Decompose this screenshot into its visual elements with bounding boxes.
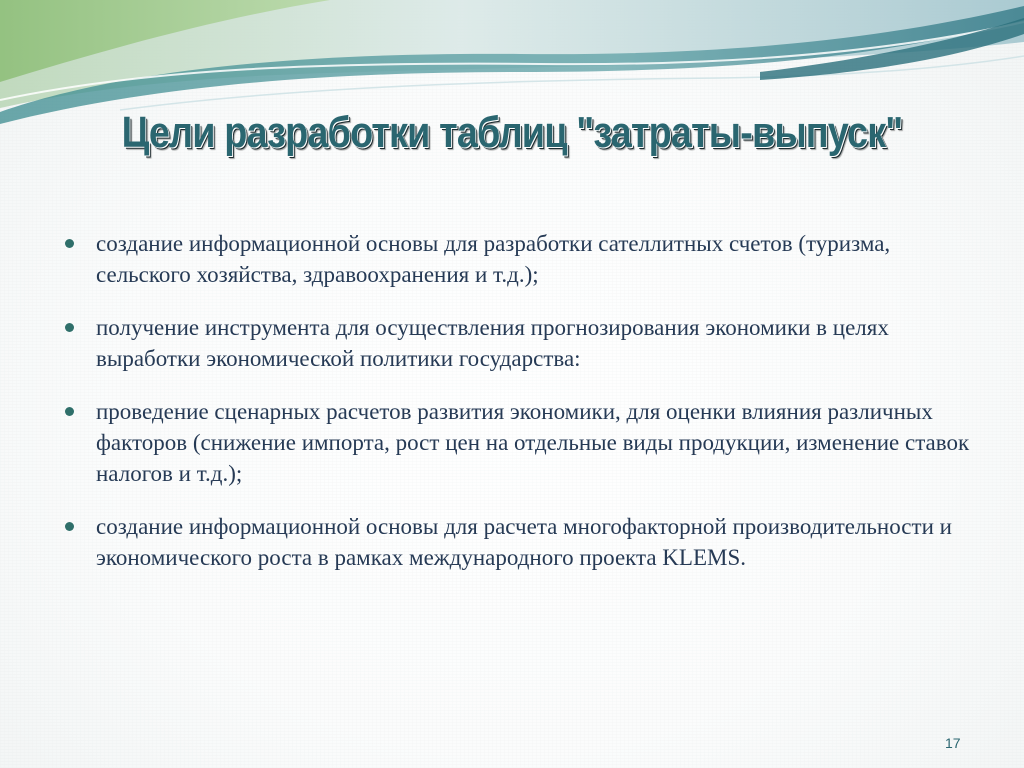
bullet-item <box>62 228 982 290</box>
bullet-item <box>62 511 982 573</box>
bullet-dot-icon <box>65 239 74 248</box>
slide-title: Цели разработки таблиц "затраты-выпуск" <box>121 108 903 157</box>
bullet-dot-icon <box>65 522 74 531</box>
bullet-item <box>62 312 982 374</box>
bullet-list <box>62 228 982 595</box>
bullet-text: создание информационной основы для расчета многофакторной производительности и экономического роста в рамках международного проекта KLEMS. <box>96 514 952 570</box>
bullet-text: создание информационной основы для разработки сателлитных счетов (туризма, сельского хозяйства, здравоохранения и т.д.); <box>96 231 891 287</box>
bullet-dot-icon <box>65 323 74 332</box>
bullet-text: получение инструмента для осуществления прогнозирования экономики в целях выработки экономической политики государства: <box>96 315 889 371</box>
bullet-text: проведение сценарных расчетов развития экономики, для оценки влияния различных факторов (снижение импорта, рост цен на отдельные виды продукции, изменение ставок налогов и т.д.); <box>96 399 970 486</box>
slide-number: 17 <box>945 735 961 751</box>
bullet-dot-icon <box>65 407 74 416</box>
bullet-item <box>62 396 982 489</box>
